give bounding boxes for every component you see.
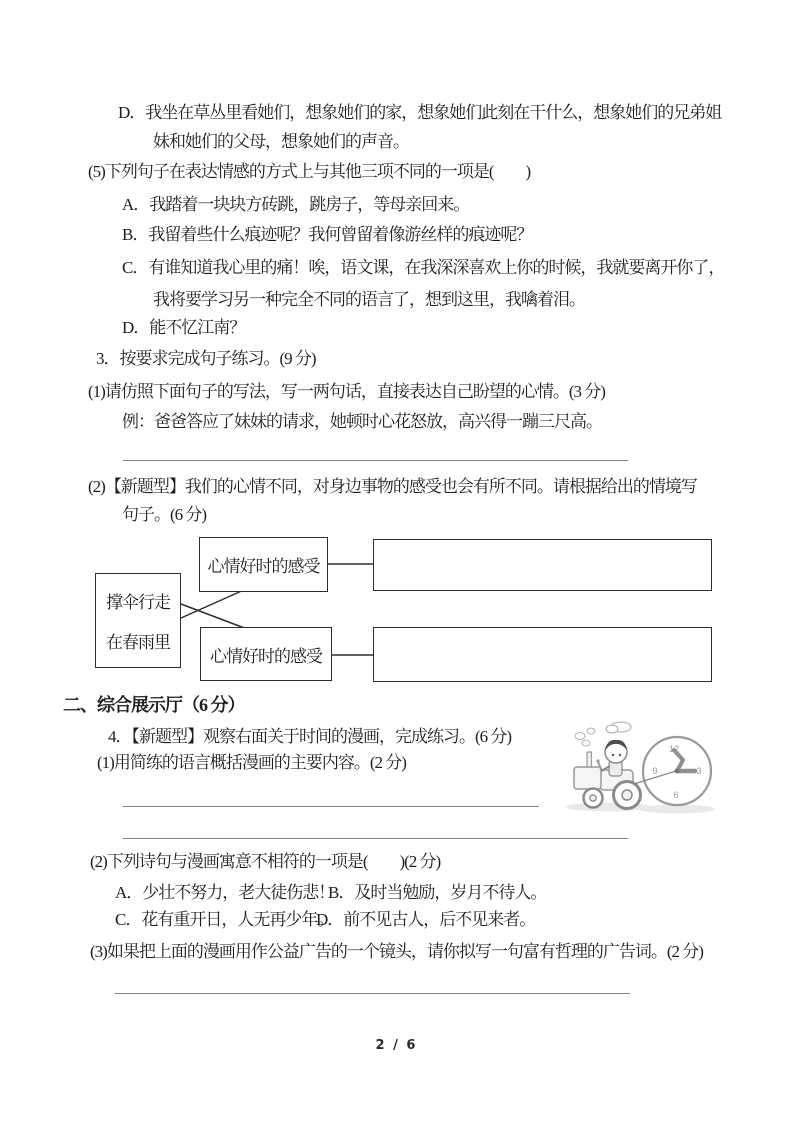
part2-title: 二、综合展示厅（6 分） [63,695,245,715]
q5-option-a: A．我踏着一块块方砖跳，跳房子，等母亲回来。 [122,195,470,214]
q5-option-b: B．我留着些什么痕迹呢？我何曾留着像游丝样的痕迹呢？ [122,225,533,244]
answer-blank-q4-sub3 [115,993,630,994]
smoke-puffs [575,728,595,746]
q5-stem: (5)下列句子在表达情感的方式上与其他三项不同的一项是( ) [88,162,531,181]
diagram-answer-box-bottom [373,627,712,682]
q3-sub2-stem-line1: (2)【新题型】我们的心情不同，对身边事物的感受也会有所不同。请根据给出的情境写 [88,477,697,496]
q5-option-c-line1: C．有谁知道我心里的痛！唉，语文课，在我深深喜欢上你的时候，我就要离开你了， [122,258,725,277]
answer-blank-q3-sub1 [123,460,628,461]
clock [634,737,711,805]
q3-sub1-stem: (1)请仿照下面句子的写法，写一两句话，直接表达自己盼望的心情。(3 分) [88,382,605,401]
clock-number-6: 6 [673,790,679,800]
diagram-source-line1: 撑伞行走 [106,592,170,612]
option-d-line2: 妹和她们的父母，想象她们的声音。 [153,132,409,151]
exhaust-pipe [587,752,592,768]
diagram-branch-bottom-label: 心情好时的感受 [210,646,322,666]
diagram-answer-box-top [373,539,712,591]
steering-knob [596,759,599,762]
answer-blank-q4-sub1-line2 [123,838,628,839]
q4-option-b: B．及时当勉励，岁月不待人。 [328,883,547,902]
q4-sub3-stem: (3)如果把上面的漫画用作公益广告的一个镜头，请你拟写一句富有哲理的广告词。(2 分) [90,942,703,961]
clock-hub [675,769,680,774]
cloud-icon-small [606,725,618,733]
q5-option-d: D．能不忆江南？ [122,318,246,337]
q4-option-d: D．前不见古人，后不见来者。 [316,910,536,929]
time-cartoon [560,710,740,825]
page-number: 2 / 6 [375,1038,418,1053]
option-d-line1: D．我坐在草丛里看她们，想象她们的家，想象她们此刻在干什么，想象她们的兄弟姐 [118,103,722,122]
clock-number-3: 3 [696,766,702,776]
q4-sub2-stem: (2)下列诗句与漫画寓意不相符的一项是( )(2 分) [90,852,441,871]
q4-title: 4．【新题型】观察右面关于时间的漫画，完成练习。(6 分) [108,727,512,746]
diagram-branch-top-box [199,537,328,592]
diagram-branch-top-label: 心情好时的感受 [207,557,320,576]
answer-blank-q4-sub1-line1 [123,806,539,807]
q4-option-a: A．少壮不努力，老大徒伤悲！ [115,883,335,902]
diagram-branch-bottom-box [200,627,332,681]
tractor-wheel-rear-hub [622,790,632,800]
q3-sub2-stem-line2: 句子。(6 分) [122,505,207,524]
connector-line-cross-down [181,604,247,629]
diagram-source-line2: 在春雨里 [106,633,170,653]
q4-sub1-stem: (1)用简练的语言概括漫画的主要内容。(2 分) [97,753,406,772]
tractor-wheel-front-hub [590,795,596,801]
q4-option-c: C．花有重开日，人无再少年。 [115,910,334,929]
boy-eye-right [619,754,621,756]
tractor-engine [574,767,601,789]
clock-number-12: 12 [668,744,680,754]
q3-sub1-example: 例：爸爸答应了妹妹的请求，她顿时心花怒放，高兴得一蹦三尺高。 [122,412,602,431]
clock-number-9: 9 [652,766,658,776]
q5-option-c-line2: 我将要学习另一种完全不同的语言了，想到这里，我噙着泪。 [153,290,585,309]
tractor [574,752,641,809]
boy-eye-left [612,754,614,756]
connector-line-cross-up [181,589,246,618]
q3-title: 3．按要求完成句子练习。(9 分) [96,349,316,368]
diagram-source-box [95,573,181,668]
